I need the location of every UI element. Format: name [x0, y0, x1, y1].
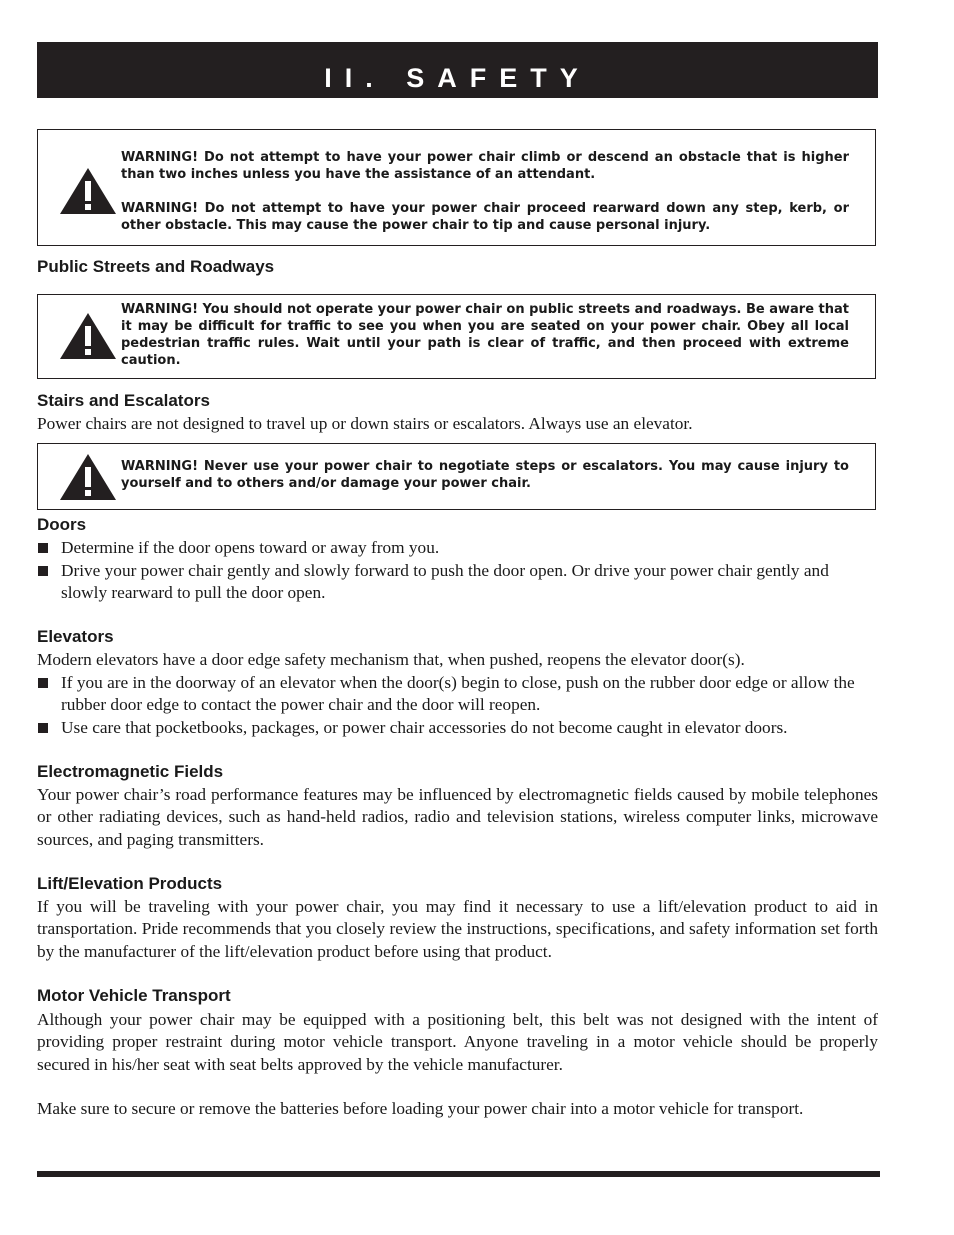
paragraph-lift: If you will be traveling with your power chair, you may find it necessary to use a lift/elevation product to aid in transportation. Pride recommends that you closely review the instructions, specifications, and safety information set forth by the manufacturer of the lift/elevation product before using that product. [37, 897, 878, 961]
paragraph-batteries: Make sure to secure or remove the batteries before loading your power chair into a motor vehicle for transport. [37, 1099, 804, 1118]
list-item: Use care that pocketbooks, packages, or power chair accessories do not become caught in elevator doors. [37, 717, 878, 739]
warning-box-obstacle [37, 129, 876, 246]
heading-lift-elevation: Lift/Elevation Products [37, 874, 223, 893]
heading-elevators: Elevators [37, 627, 114, 646]
warning-triangle-icon [58, 311, 118, 361]
warning-text [121, 149, 849, 234]
bottom-rule [37, 1171, 880, 1177]
bullet-square-icon [38, 723, 48, 733]
warning-box-streets [37, 294, 876, 379]
paragraph-emf: Your power chair’s road performance features may be influenced by electromagnetic fields caused by mobile telephones or other radiating devices, such as hand-held radios, radio and television stations, wireless computer links, microwave sources, and paging transmitters. [37, 785, 878, 849]
heading-stairs-escalators: Stairs and Escalators [37, 391, 210, 410]
page-title: II. SAFETY [37, 42, 878, 98]
warning-triangle-icon [58, 452, 118, 502]
bullet-square-icon [38, 543, 48, 553]
bullet-square-icon [38, 566, 48, 576]
warning-obstacle-rearward: WARNING! Do not attempt to have your power chair proceed rearward down any step, kerb, or other obstacle. This may cause the power chair to tip and cause personal injury. [121, 201, 849, 233]
list-item: If you are in the doorway of an elevator when the door(s) begin to close, push on the rubber door edge or allow the rubber door edge to contact the power chair and the door will reopen. [37, 672, 878, 717]
heading-doors: Doors [37, 515, 87, 534]
list-item: Drive your power chair gently and slowly forward to push the door open. Or drive your power chair gently and slowly rearward to pull the door open. [37, 560, 878, 605]
paragraph-stairs: Power chairs are not designed to travel up or down stairs or escalators. Always use an elevator. [37, 414, 693, 433]
warning-obstacle-climb: WARNING! Do not attempt to have your power chair climb or descend an obstacle that is higher than two inches unless you have the assistance of an attendant. [121, 150, 849, 182]
heading-electromagnetic-fields: Electromagnetic Fields [37, 762, 224, 781]
heading-motor-vehicle-transport: Motor Vehicle Transport [37, 986, 231, 1005]
warning-box-stairs [37, 443, 876, 510]
heading-public-streets: Public Streets and Roadways [37, 257, 275, 276]
warning-stairs: WARNING! Never use your power chair to negotiate steps or escalators. You may cause injury to yourself and to others and/or damage your power chair. [121, 459, 849, 491]
list-item: Determine if the door opens toward or away from you. [37, 537, 878, 559]
paragraph-elevators: Modern elevators have a door edge safety mechanism that, when pushed, reopens the elevator door(s). [37, 650, 745, 669]
warning-streets: WARNING! You should not operate your power chair on public streets and roadways. Be aware that it may be difficult for traffic to see you when you are seated on your power chair. Obey all local pedestrian traffic rules. Wait until your path is clear of traffic, and then proceed with extreme caution. [121, 302, 849, 368]
warning-text [121, 458, 849, 492]
bullet-square-icon [38, 678, 48, 688]
warning-text [121, 301, 849, 369]
paragraph-transport: Although your power chair may be equipped with a positioning belt, this belt was not designed with the intent of providing proper restraint during motor vehicle transport. Anyone traveling in a motor vehicle should be properly secured in his/her seat with seat belts approved by the vehicle manufacturer. [37, 1010, 878, 1074]
warning-triangle-icon [58, 166, 118, 216]
